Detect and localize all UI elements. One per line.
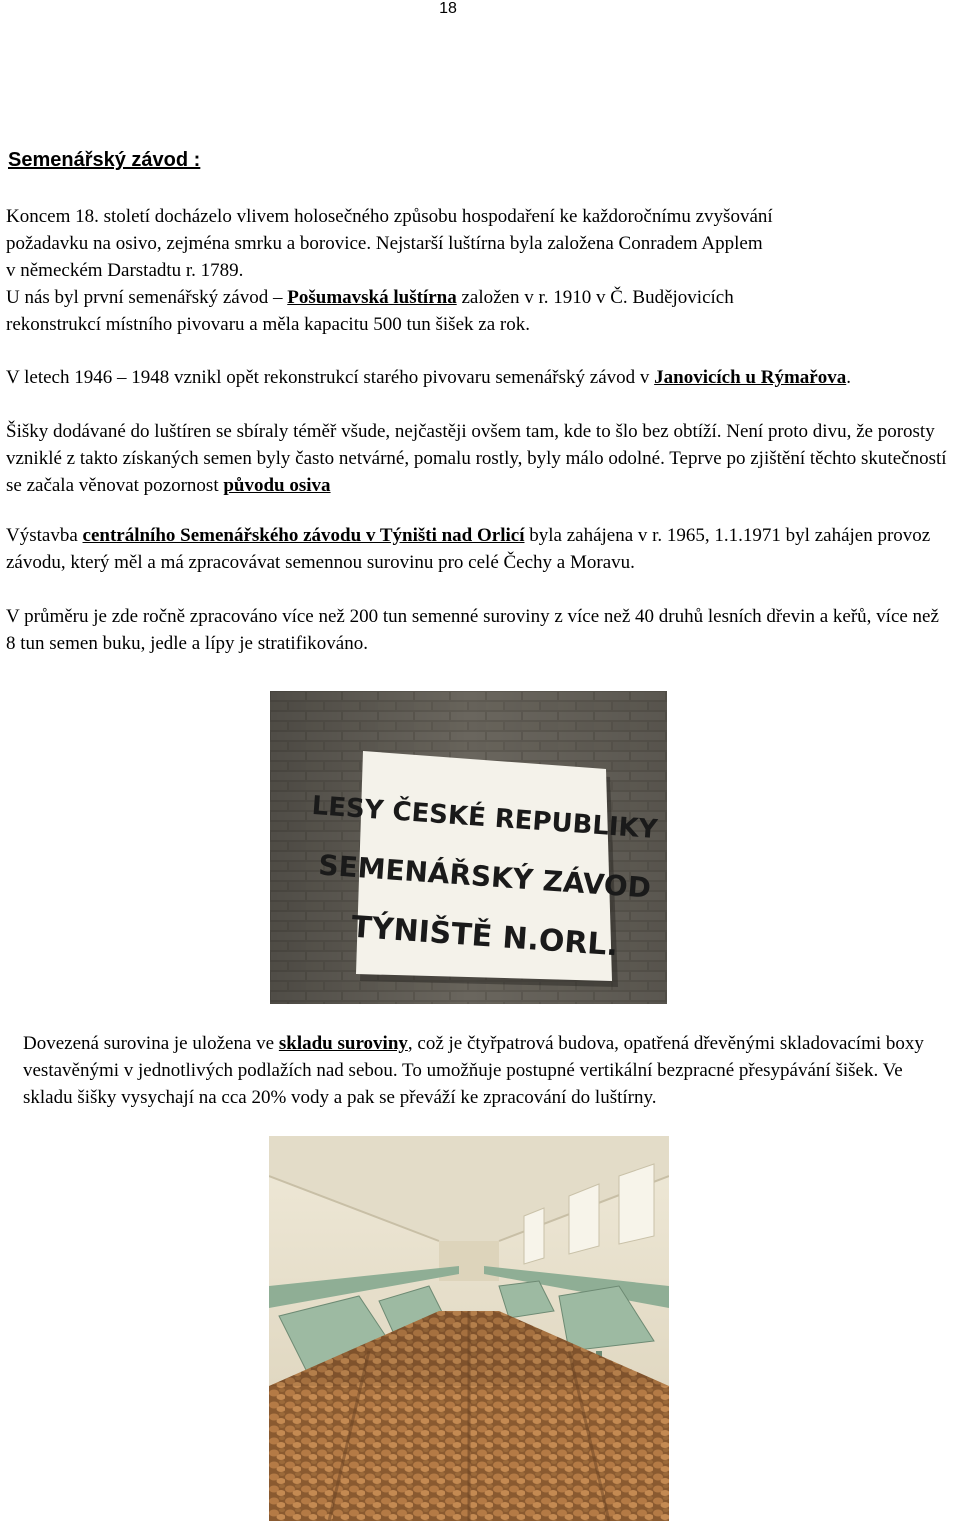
- intro-line-1: Koncem 18. století docházelo vlivem holosečného způsobu hospodaření ke každoročnímu zvyšování: [6, 206, 773, 227]
- sign-photo: [270, 691, 667, 1004]
- paragraph-tyniste: [6, 522, 952, 576]
- sign-line-3: TÝNIŠTĚ N.ORL.: [350, 909, 620, 964]
- sign-line-2: SEMENÁŘSKÝ ZÁVOD: [317, 848, 652, 905]
- paragraph-storage: [23, 1030, 953, 1111]
- intro-text: založen v r. 1910 v Č. Budějovicích: [456, 287, 734, 308]
- paragraph-capacity: V průměru je zde ročně zpracováno více než 200 tun semenné suroviny z více než 40 druhů lesních dřevin a keřů, více než 8 tun semen buku, jedle a lípy je stratifikováno.: [6, 606, 939, 654]
- paragraph-janovice: [6, 364, 952, 391]
- intro-text: U nás byl první semenářský závod –: [6, 287, 288, 308]
- link-posumavska-lustirna[interactable]: Pošumavská luštírna: [287, 287, 457, 308]
- storage-text-end: , což je čtyřpatrová budova, opatřená dřevěnými skladovacími boxy vestavěnými v jednotlivých podlažích nad sebou. To umožňuje postupné vertikální bezpracné přesypávání šišek. Ve skladu šišky vysychají na cca 20% vody a pak se převáží ke zpracování do luštírny.: [23, 1033, 924, 1108]
- sign-photo-graphic: [270, 691, 667, 1004]
- page-number: 18: [439, 0, 457, 17]
- link-puvod-osiva[interactable]: původu osiva: [223, 475, 331, 496]
- intro-line-4: [6, 284, 952, 311]
- paragraph-cones: [6, 418, 952, 499]
- storage-hall-graphic: [269, 1136, 669, 1521]
- section-heading: Semenářský závod :: [8, 149, 201, 171]
- janovice-text-end: .: [846, 367, 851, 388]
- cones-text: Šišky dodávané do luštíren se sbíraly téměř všude, nejčastěji ovšem tam, kde to šlo bez obtíží. Není proto divu, že porosty vzniklé z takto získaných semen byly často netvárné, pomalu rostly, byly málo odolné. Teprve po zjištění těchto skutečností se začala věnovat pozornost: [6, 421, 947, 496]
- link-centralni-zavod[interactable]: centrálního Semenářského závodu v Týništi nad Orlicí: [82, 525, 525, 546]
- link-janovice[interactable]: Janovicích u Rýmařova: [654, 367, 847, 388]
- janovice-text: V letech 1946 – 1948 vznikl opět rekonstrukcí starého pivovaru semenářský závod v: [6, 367, 655, 388]
- storage-text: Dovezená surovina je uložena ve: [23, 1033, 279, 1054]
- intro-line-3: v německém Darstadtu r. 1789.: [6, 260, 244, 281]
- tyniste-text: Výstavba: [6, 525, 83, 546]
- tyniste-text-end: byla zahájena v r. 1965, 1.1.1971 byl zahájen provoz závodu, který měl a má zpracovávat semennou surovinu pro celé Čechy a Moravu.: [6, 525, 931, 573]
- paragraph-intro: [6, 203, 952, 338]
- link-sklad-suroviny[interactable]: skladu suroviny: [278, 1033, 408, 1054]
- intro-line-2: požadavku na osivo, zejména smrku a borovice. Nejstarší luštírna byla založena Conradem Applem: [6, 233, 763, 254]
- storage-hall-photo: [269, 1136, 669, 1521]
- intro-line-5: rekonstrukcí místního pivovaru a měla kapacitu 500 tun šišek za rok.: [6, 314, 530, 335]
- sign-line-1: LESY ČESKÉ REPUBLIKY: [310, 790, 659, 846]
